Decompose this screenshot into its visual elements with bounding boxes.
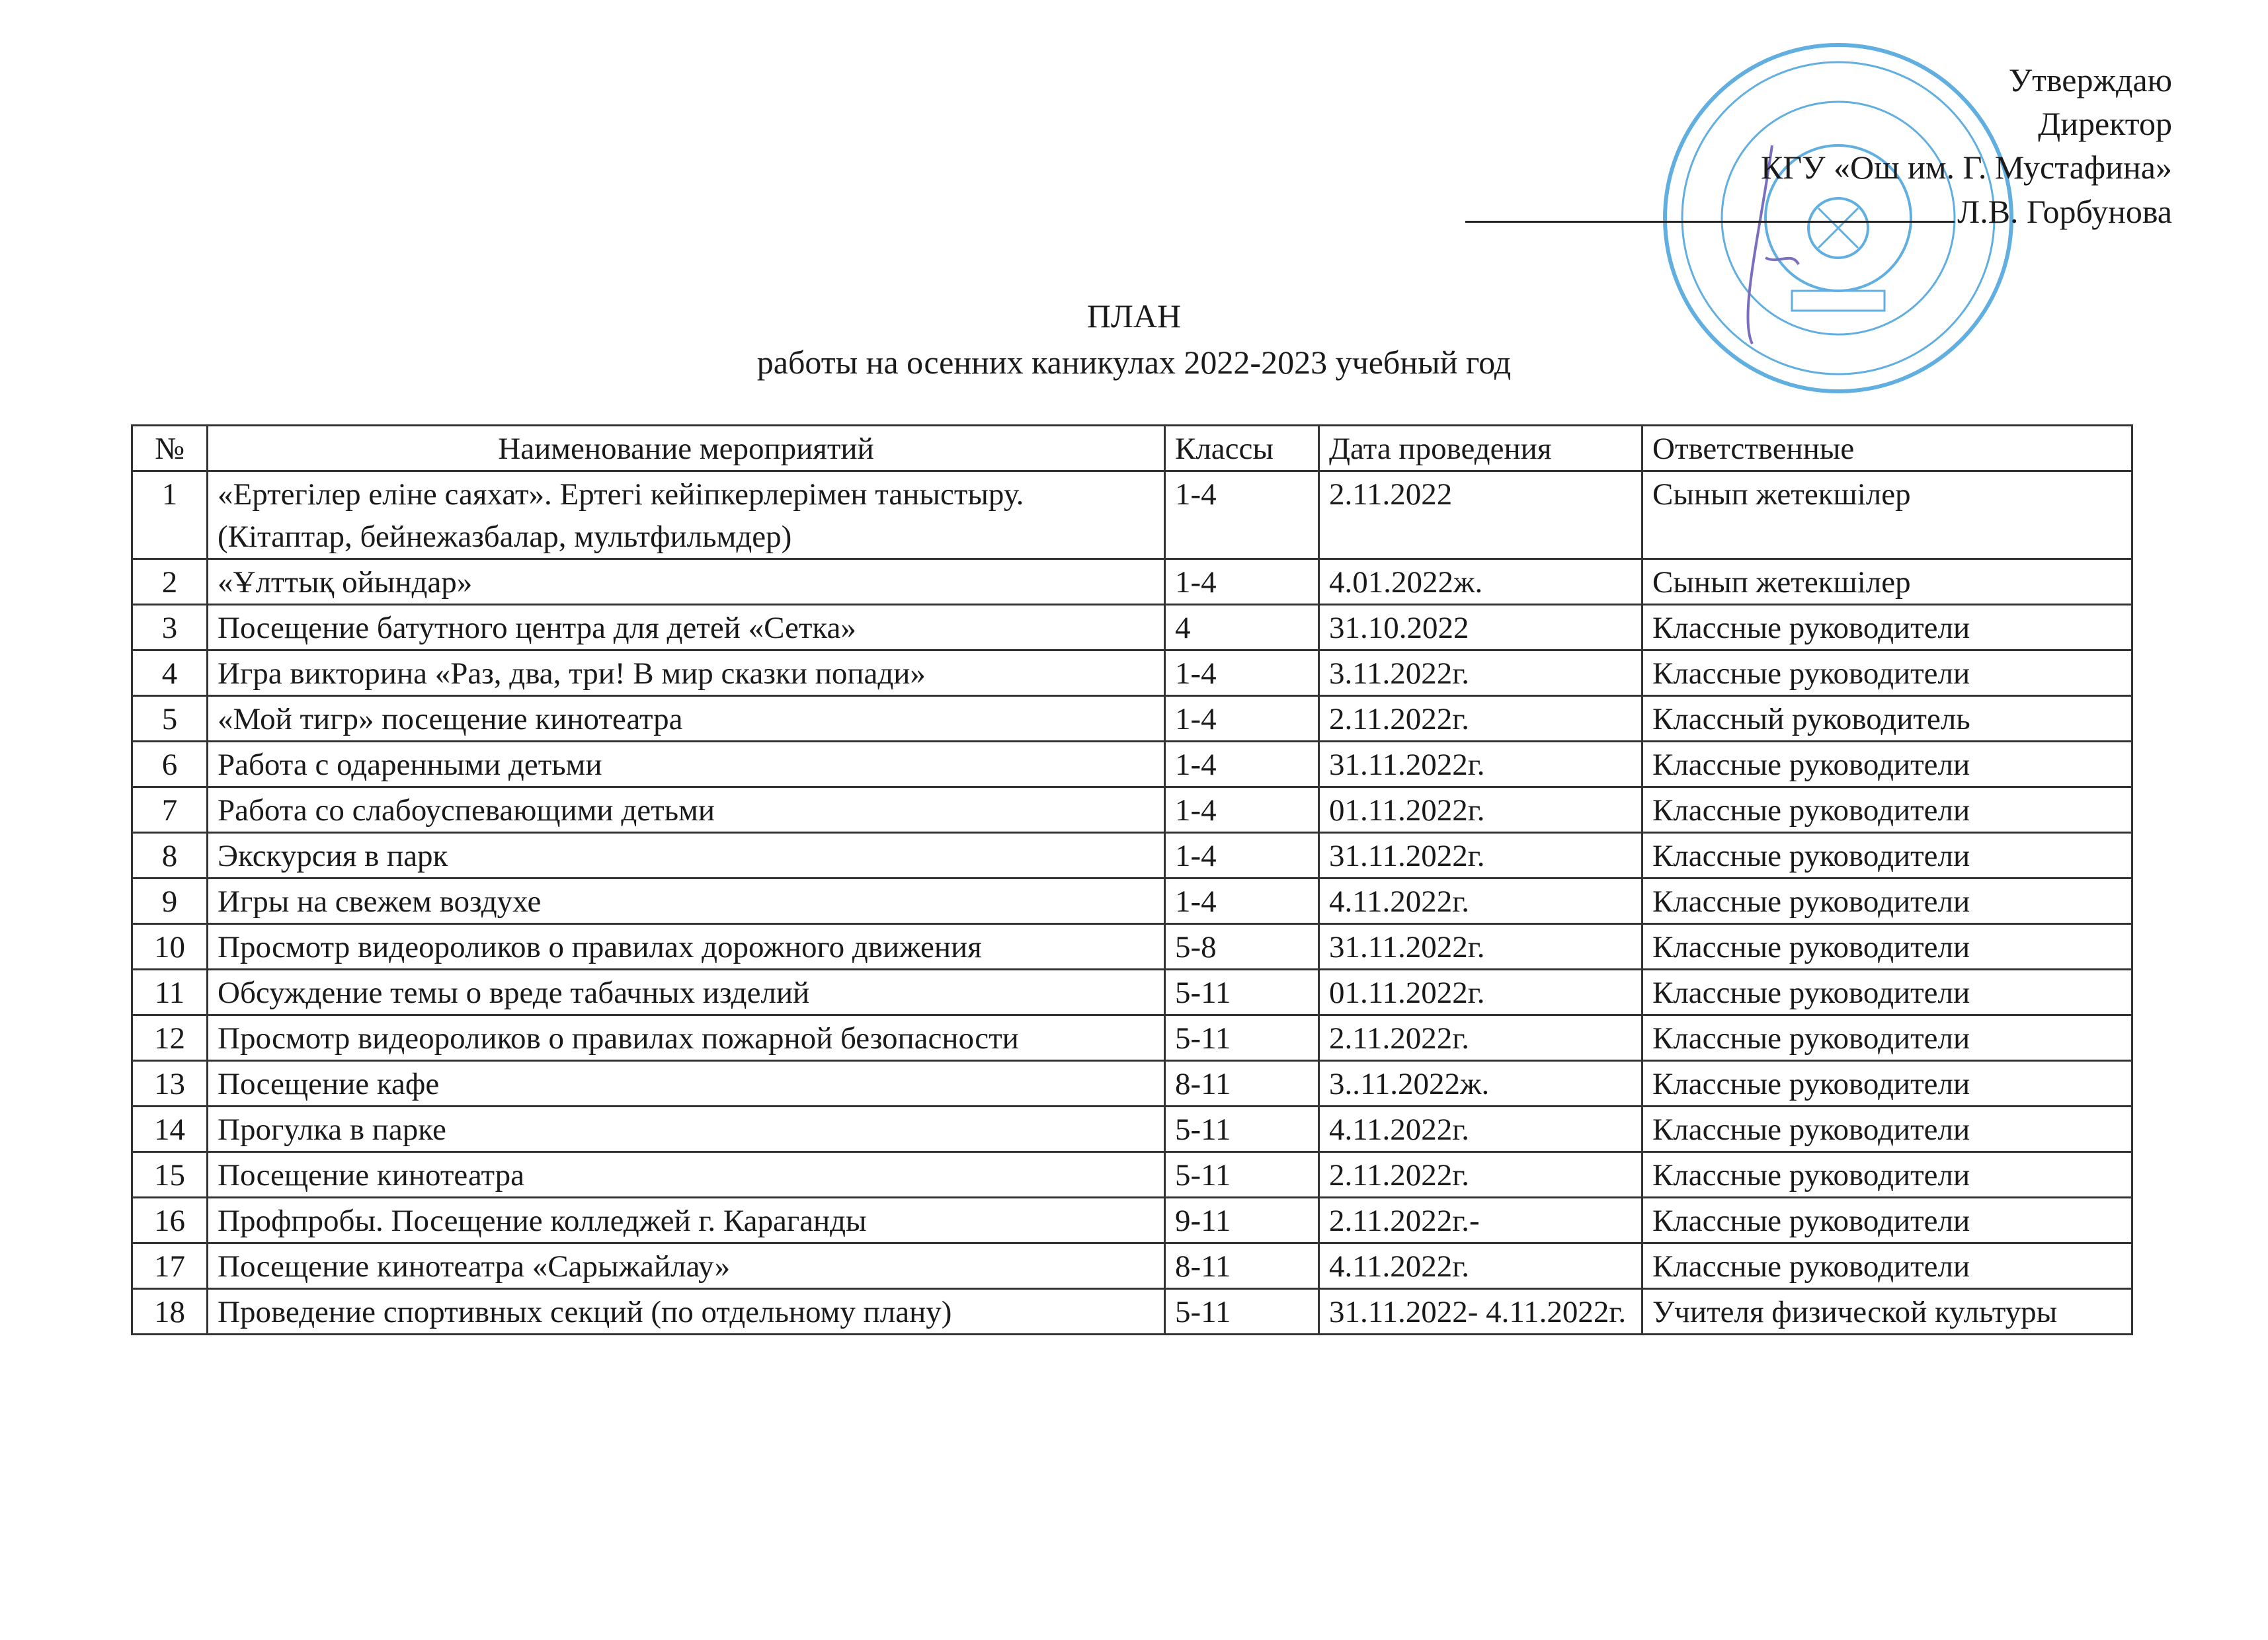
cell-responsible: Классные руководители xyxy=(1642,742,2132,787)
cell-classes: 8-11 xyxy=(1165,1061,1319,1107)
cell-date: 3..11.2022ж. xyxy=(1319,1061,1642,1107)
cell-number: 9 xyxy=(132,879,208,924)
cell-event-name: Экскурсия в парк xyxy=(208,833,1165,879)
cell-classes: 5-11 xyxy=(1165,1107,1319,1152)
cell-number: 7 xyxy=(132,787,208,833)
table-row xyxy=(132,1061,2132,1107)
cell-classes: 1-4 xyxy=(1165,559,1319,605)
table-row xyxy=(132,924,2132,970)
cell-responsible: Классные руководители xyxy=(1642,1152,2132,1198)
cell-event-name: Просмотр видеороликов о правилах пожарной безопасности xyxy=(208,1015,1165,1061)
approval-organization: КГУ «Ош им. Г. Мустафина» xyxy=(1760,149,2172,186)
cell-date: 01.11.2022г. xyxy=(1319,970,1642,1015)
signature-line xyxy=(1465,189,1955,223)
cell-event-name: Обсуждение темы о вреде табачных изделий xyxy=(208,970,1165,1015)
approval-block xyxy=(1465,58,2172,233)
cell-date: 01.11.2022г. xyxy=(1319,787,1642,833)
cell-number: 2 xyxy=(132,559,208,605)
cell-date: 4.11.2022г. xyxy=(1319,1107,1642,1152)
cell-date: 2.11.2022г. xyxy=(1319,696,1642,742)
header-date: Дата проведения xyxy=(1319,426,1642,471)
table-row xyxy=(132,879,2132,924)
cell-date: 3.11.2022г. xyxy=(1319,650,1642,696)
cell-number: 13 xyxy=(132,1061,208,1107)
cell-number: 16 xyxy=(132,1198,208,1243)
cell-event-name: Посещение батутного центра для детей «Сетка» xyxy=(208,605,1165,650)
cell-event-name: Игры на свежем воздухе xyxy=(208,879,1165,924)
cell-date: 31.11.2022г. xyxy=(1319,833,1642,879)
cell-date: 31.10.2022 xyxy=(1319,605,1642,650)
cell-number: 15 xyxy=(132,1152,208,1198)
cell-event-name: Игра викторина «Раз, два, три! В мир сказки попади» xyxy=(208,650,1165,696)
cell-number: 5 xyxy=(132,696,208,742)
cell-classes: 5-11 xyxy=(1165,970,1319,1015)
table-row xyxy=(132,1152,2132,1198)
document-title: ПЛАН xyxy=(1086,297,1182,334)
table-row xyxy=(132,833,2132,879)
cell-event-name: Работа со слабоуспевающими детьми xyxy=(208,787,1165,833)
cell-responsible: Классные руководители xyxy=(1642,650,2132,696)
cell-number: 4 xyxy=(132,650,208,696)
cell-classes: 9-11 xyxy=(1165,1198,1319,1243)
cell-date: 31.11.2022- 4.11.2022г. xyxy=(1319,1289,1642,1335)
table-row xyxy=(132,605,2132,650)
table-row xyxy=(132,696,2132,742)
approval-signer-line xyxy=(1465,189,2172,233)
table-row xyxy=(132,970,2132,1015)
cell-event-name: Посещение кинотеатра xyxy=(208,1152,1165,1198)
cell-event-name: «Ұлттық ойындар» xyxy=(208,559,1165,605)
cell-date: 2.11.2022 xyxy=(1319,471,1642,559)
cell-number: 10 xyxy=(132,924,208,970)
table-row xyxy=(132,1198,2132,1243)
cell-classes: 5-11 xyxy=(1165,1289,1319,1335)
table-row xyxy=(132,1107,2132,1152)
cell-classes: 4 xyxy=(1165,605,1319,650)
cell-date: 31.11.2022г. xyxy=(1319,924,1642,970)
cell-event-name: «Мой тигр» посещение кинотеатра xyxy=(208,696,1165,742)
header-classes: Классы xyxy=(1165,426,1319,471)
cell-number: 11 xyxy=(132,970,208,1015)
cell-date: 4.11.2022г. xyxy=(1319,1243,1642,1289)
cell-event-name: Просмотр видеороликов о правилах дорожного движения xyxy=(208,924,1165,970)
cell-responsible: Классные руководители xyxy=(1642,605,2132,650)
cell-event-name: «Ертегілер еліне саяхат». Ертегі кейіпкерлерімен таныстыру. (Кітаптар, бейнежазбалар, мультфильмдер) xyxy=(208,471,1165,559)
cell-responsible: Классные руководители xyxy=(1642,1015,2132,1061)
cell-responsible: Классные руководители xyxy=(1642,833,2132,879)
table-row xyxy=(132,1243,2132,1289)
table-row xyxy=(132,650,2132,696)
cell-responsible: Классные руководители xyxy=(1642,924,2132,970)
cell-event-name: Посещение кинотеатра «Сарыжайлау» xyxy=(208,1243,1165,1289)
plan-table xyxy=(131,424,2133,1335)
cell-number: 14 xyxy=(132,1107,208,1152)
cell-event-name: Работа с одаренными детьми xyxy=(208,742,1165,787)
cell-responsible: Классные руководители xyxy=(1642,970,2132,1015)
cell-number: 1 xyxy=(132,471,208,559)
table-row xyxy=(132,1015,2132,1061)
cell-classes: 5-11 xyxy=(1165,1015,1319,1061)
cell-responsible: Классные руководители xyxy=(1642,1107,2132,1152)
approval-label: Утверждаю xyxy=(2008,61,2172,98)
cell-event-name: Посещение кафе xyxy=(208,1061,1165,1107)
cell-responsible: Сынып жетекшілер xyxy=(1642,471,2132,559)
cell-date: 2.11.2022г. xyxy=(1319,1015,1642,1061)
table-header-row xyxy=(132,426,2132,471)
table-row xyxy=(132,559,2132,605)
table-row xyxy=(132,471,2132,559)
cell-classes: 1-4 xyxy=(1165,650,1319,696)
cell-event-name: Проведение спортивных секций (по отдельному плану) xyxy=(208,1289,1165,1335)
cell-responsible: Классные руководители xyxy=(1642,879,2132,924)
cell-classes: 1-4 xyxy=(1165,696,1319,742)
cell-responsible: Классные руководители xyxy=(1642,1243,2132,1289)
cell-date: 4.01.2022ж. xyxy=(1319,559,1642,605)
header-name: Наименование мероприятий xyxy=(208,426,1165,471)
cell-responsible: Сынып жетекшілер xyxy=(1642,559,2132,605)
cell-date: 31.11.2022г. xyxy=(1319,742,1642,787)
table-row xyxy=(132,1289,2132,1335)
cell-responsible: Классные руководители xyxy=(1642,1198,2132,1243)
cell-classes: 1-4 xyxy=(1165,833,1319,879)
cell-responsible: Классные руководители xyxy=(1642,1061,2132,1107)
cell-responsible: Классные руководители xyxy=(1642,787,2132,833)
header-responsible: Ответственные xyxy=(1642,426,2132,471)
cell-classes: 1-4 xyxy=(1165,742,1319,787)
cell-classes: 1-4 xyxy=(1165,879,1319,924)
cell-number: 17 xyxy=(132,1243,208,1289)
cell-number: 8 xyxy=(132,833,208,879)
cell-number: 6 xyxy=(132,742,208,787)
cell-responsible: Учителя физической культуры xyxy=(1642,1289,2132,1335)
cell-classes: 5-8 xyxy=(1165,924,1319,970)
cell-event-name: Профпробы. Посещение колледжей г. Караганды xyxy=(208,1198,1165,1243)
cell-responsible: Классный руководитель xyxy=(1642,696,2132,742)
cell-classes: 5-11 xyxy=(1165,1152,1319,1198)
cell-date: 2.11.2022г. xyxy=(1319,1152,1642,1198)
cell-date: 2.11.2022г.- xyxy=(1319,1198,1642,1243)
cell-classes: 1-4 xyxy=(1165,471,1319,559)
table-row xyxy=(132,787,2132,833)
cell-number: 18 xyxy=(132,1289,208,1335)
cell-number: 3 xyxy=(132,605,208,650)
cell-event-name: Прогулка в парке xyxy=(208,1107,1165,1152)
approval-position: Директор xyxy=(2038,105,2172,142)
cell-classes: 1-4 xyxy=(1165,787,1319,833)
table-row xyxy=(132,742,2132,787)
cell-classes: 8-11 xyxy=(1165,1243,1319,1289)
cell-date: 4.11.2022г. xyxy=(1319,879,1642,924)
approval-signer: Л.В. Горбунова xyxy=(1957,193,2172,230)
document-subtitle: работы на осенних каникулах 2022-2023 учебный год xyxy=(756,344,1512,381)
header-number: № xyxy=(132,426,208,471)
cell-number: 12 xyxy=(132,1015,208,1061)
